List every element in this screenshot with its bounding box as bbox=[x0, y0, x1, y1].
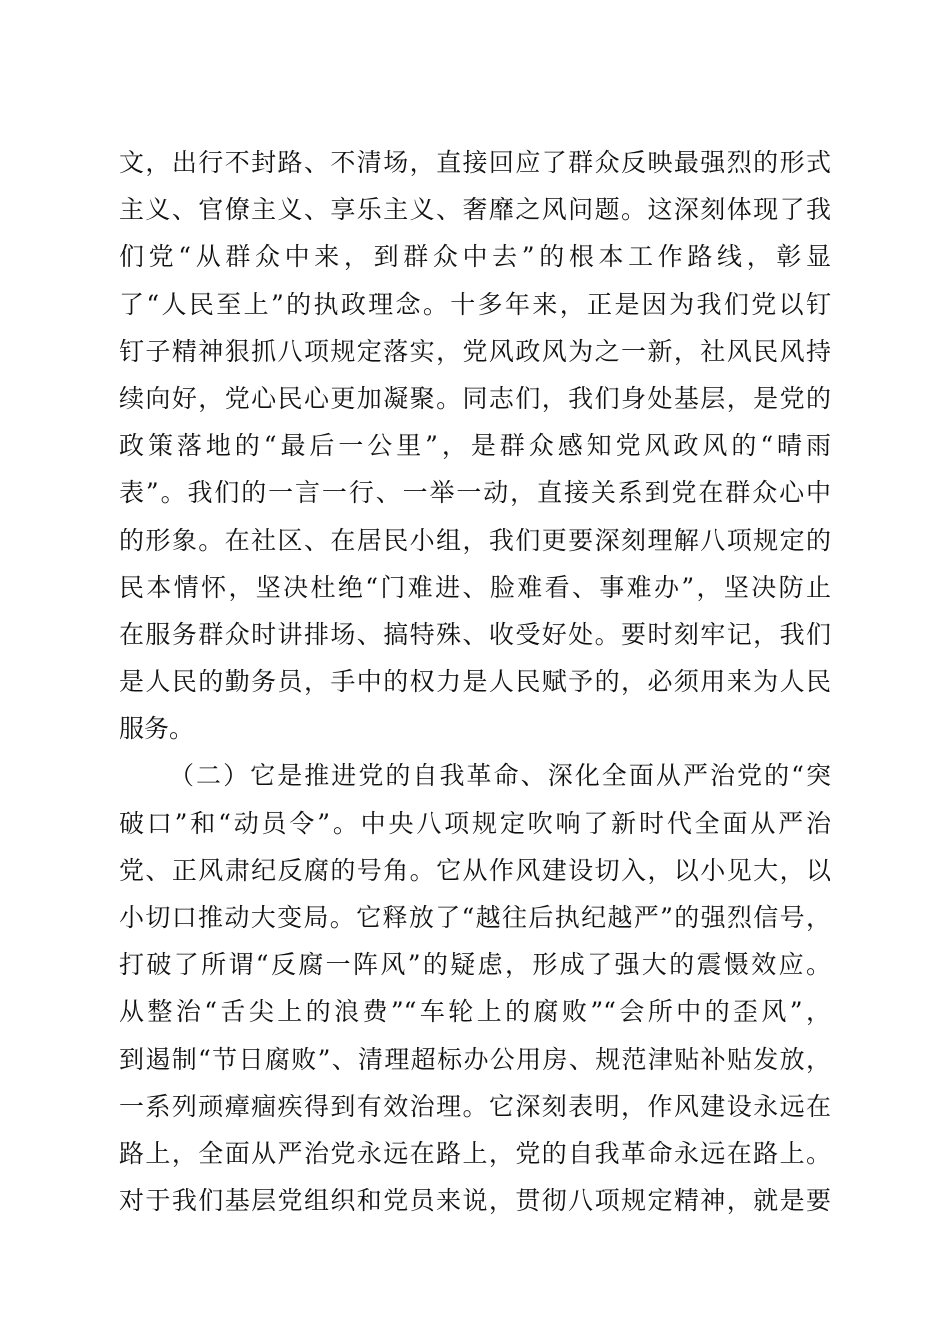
text-line: 了“人民至上”的执政理念。十多年来，正是因为我们党以钉 bbox=[119, 289, 831, 319]
text-line: 的形象。在社区、在居民小组，我们更要深刻理解八项规定的 bbox=[119, 525, 831, 555]
body-text bbox=[119, 139, 831, 1224]
text-line: 路上，全面从严治党永远在路上，党的自我革命永远在路上。 bbox=[119, 1138, 831, 1168]
text-line: 党、正风肃纪反腐的号角。它从作风建设切入，以小见大，以 bbox=[119, 855, 831, 885]
section-heading-line: （二）它是推进党的自我革命、深化全面从严治党的“突 bbox=[169, 761, 831, 791]
text-line: 文，出行不封路、不清场，直接回应了群众反映最强烈的形式 bbox=[119, 148, 831, 177]
paragraph-2 bbox=[119, 752, 831, 1224]
paragraph-1 bbox=[119, 139, 831, 752]
text-line: 主义、官僚主义、享乐主义、奢靡之风问题。这深刻体现了我 bbox=[119, 195, 831, 225]
text-line: 到遏制“节日腐败”、清理超标办公用房、规范津贴补贴发放， bbox=[119, 1044, 831, 1074]
text-line: 是人民的勤务员，手中的权力是人民赋予的，必须用来为人民 bbox=[119, 667, 831, 697]
text-line: 对于我们基层党组织和党员来说，贯彻八项规定精神，就是要 bbox=[119, 1186, 831, 1216]
text-line: 破口”和“动员令”。中央八项规定吹响了新时代全面从严治 bbox=[119, 808, 831, 838]
text-line: 服务。 bbox=[119, 714, 195, 744]
text-line: 民本情怀，坚决杜绝“门难进、脸难看、事难办”，坚决防止 bbox=[119, 572, 831, 602]
text-line: 小切口推动大变局。它释放了“越往后执纪越严”的强烈信号， bbox=[119, 903, 831, 932]
text-line: 从整治“舌尖上的浪费”“车轮上的腐败”“会所中的歪风”， bbox=[119, 997, 831, 1027]
text-line: 打破了所谓“反腐一阵风”的疑虑，形成了强大的震慑效应。 bbox=[119, 950, 831, 980]
text-line: 一系列顽瘴痼疾得到有效治理。它深刻表明，作风建设永远在 bbox=[119, 1091, 831, 1121]
text-line: 钉子精神狠抓八项规定落实，党风政风为之一新，社风民风持 bbox=[119, 336, 831, 366]
text-line: 政策落地的“最后一公里”，是群众感知党风政风的“晴雨 bbox=[119, 431, 831, 461]
text-line: 们党“从群众中来，到群众中去”的根本工作路线，彰显 bbox=[119, 242, 831, 272]
text-line: 续向好，党心民心更加凝聚。同志们，我们身处基层，是党的 bbox=[119, 383, 831, 413]
text-line: 在服务群众时讲排场、搞特殊、收受好处。要时刻牢记，我们 bbox=[119, 619, 831, 649]
text-line: 表”。我们的一言一行、一举一动，直接关系到党在群众心中 bbox=[119, 478, 831, 508]
